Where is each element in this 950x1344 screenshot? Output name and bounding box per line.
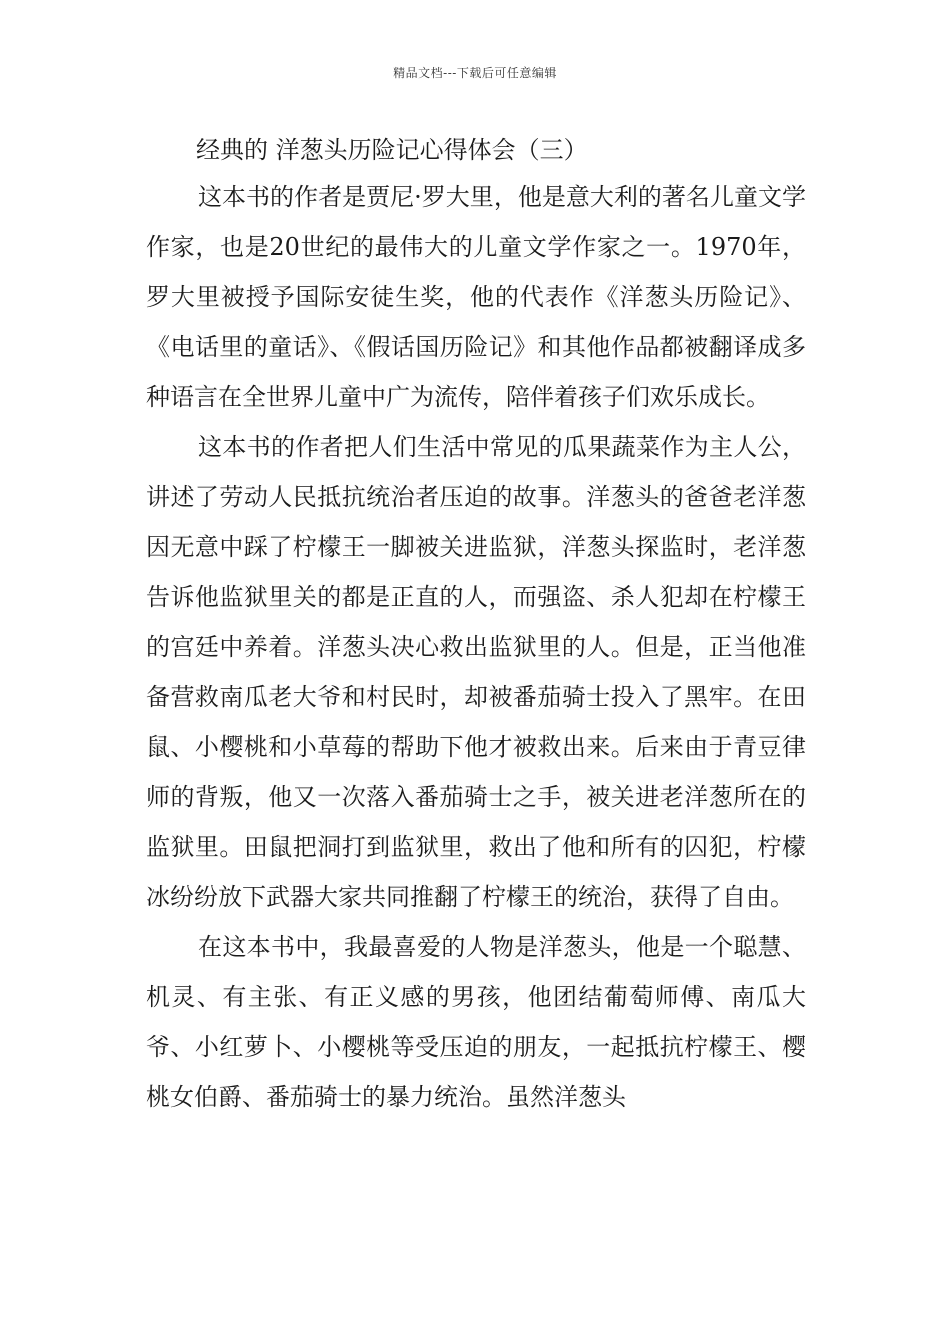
page-header: 精品文档---下载后可任意编辑: [393, 66, 557, 80]
article-body: [146, 128, 806, 1122]
article-title: 经典的 洋葱头历险记心得体会（三）: [196, 136, 588, 164]
paragraph-favorite-character: 在这本书中，我最喜爱的人物是洋葱头，他是一个聪慧、机灵、有主张、有正义感的男孩，他团结葡萄师傅、南瓜大爷、小红萝卜、小樱桃等受压迫的朋友，一起抵抗柠檬王、樱桃女伯爵、番茄骑士的暴力统治。虽然洋葱头: [146, 933, 806, 1111]
paragraph-author-intro: 这本书的作者是贾尼·罗大里，他是意大利的著名儿童文学作家，也是20世纪的最伟大的儿童文学作家之一。1970年，罗大里被授予国际安徒生奖，他的代表作《洋葱头历险记》、《电话里的童话》、《假话国历险记》和其他作品都被翻译成多种语言在全世界儿童中广为流传，陪伴着孩子们欢乐成长。: [146, 183, 806, 411]
paragraph-story-summary: 这本书的作者把人们生活中常见的瓜果蔬菜作为主人公，讲述了劳动人民抵抗统治者压迫的故事。洋葱头的爸爸老洋葱因无意中踩了柠檬王一脚被关进监狱，洋葱头探监时，老洋葱告诉他监狱里关的都是正直的人，而强盗、杀人犯却在柠檬王的宫廷中养着。洋葱头决心救出监狱里的人。但是，正当他准备营救南瓜老大爷和村民时，却被番茄骑士投入了黑牢。在田鼠、小樱桃和小草莓的帮助下他才被救出来。后来由于青豆律师的背叛，他又一次落入番茄骑士之手，被关进老洋葱所在的监狱里。田鼠把洞打到监狱里，救出了他和所有的囚犯，柠檬冰纷纷放下武器大家共同推翻了柠檬王的统治，获得了自由。: [146, 433, 806, 911]
